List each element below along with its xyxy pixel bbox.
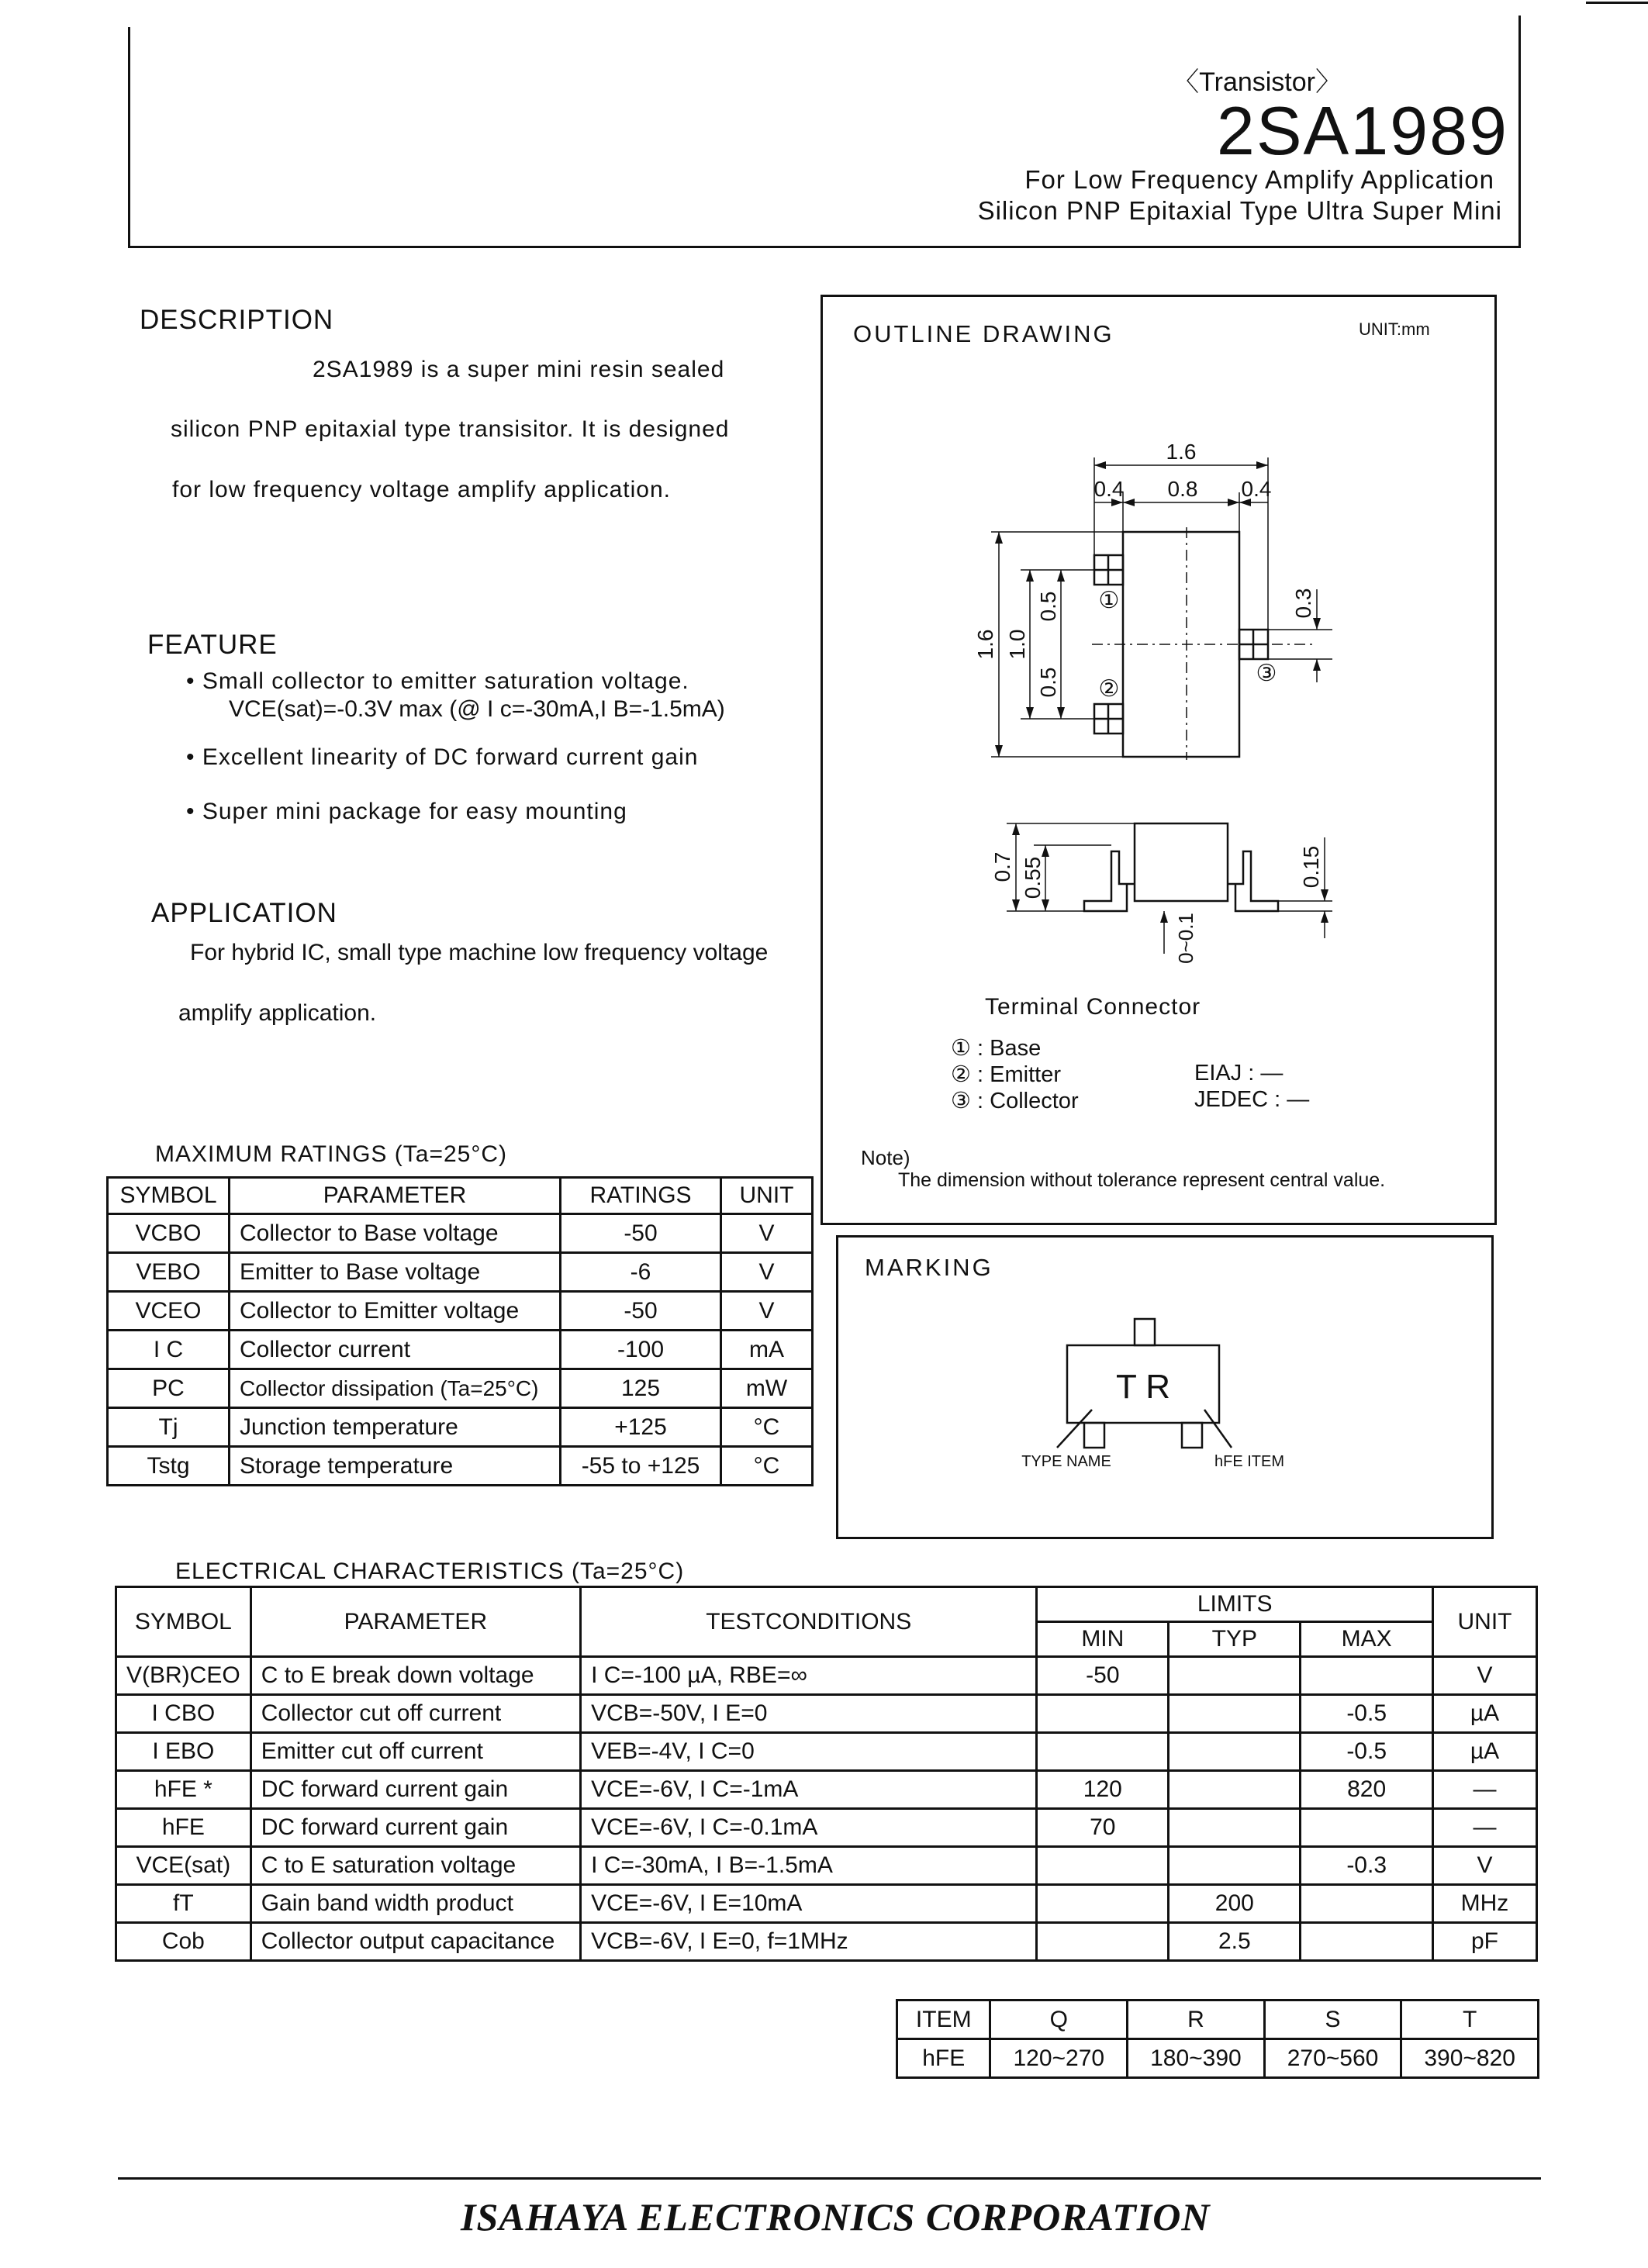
parameter-cell: Gain band width product bbox=[250, 1885, 580, 1923]
header-frame-right bbox=[1518, 16, 1521, 248]
rating-cell: -6 bbox=[561, 1253, 721, 1292]
min-cell: 120 bbox=[1037, 1771, 1169, 1809]
outline-drawing bbox=[821, 295, 1497, 1225]
symbol-cell: I CBO bbox=[116, 1695, 251, 1733]
rating-cell: -50 bbox=[561, 1292, 721, 1331]
unit-cell: — bbox=[1432, 1809, 1536, 1847]
subtitle-type: Silicon PNP Epitaxial Type Ultra Super Mini bbox=[977, 196, 1502, 225]
parameter-cell: Collector cut off current bbox=[250, 1695, 580, 1733]
dim-height-pins: 1.0 bbox=[1005, 629, 1029, 660]
symbol-cell: VCBO bbox=[108, 1214, 230, 1253]
unit-cell: µA bbox=[1432, 1695, 1536, 1733]
rank-header: R bbox=[1128, 2000, 1265, 2039]
typ-cell bbox=[1169, 1771, 1301, 1809]
typ-cell bbox=[1169, 1847, 1301, 1885]
description-line-1: 2SA1989 is a super mini resin sealed bbox=[313, 357, 725, 382]
symbol-cell: VCEO bbox=[108, 1292, 230, 1331]
col-unit: UNIT bbox=[721, 1178, 813, 1214]
min-cell: 70 bbox=[1037, 1809, 1169, 1847]
hfe-rank-table bbox=[896, 1999, 1539, 2079]
unit-cell: V bbox=[721, 1214, 813, 1253]
parameter-cell: Emitter cut off current bbox=[250, 1733, 580, 1771]
max-ratings-title: MAXIMUM RATINGS (Ta=25°C) bbox=[155, 1141, 507, 1167]
dim-width-total: 1.6 bbox=[1166, 440, 1197, 464]
marking-pin-right bbox=[1182, 1423, 1202, 1448]
symbol-cell: VEBO bbox=[108, 1253, 230, 1292]
max-cell: 820 bbox=[1301, 1771, 1433, 1809]
condition-cell: I C=-100 µA, RBE=∞ bbox=[581, 1657, 1037, 1695]
symbol-cell: hFE * bbox=[116, 1771, 251, 1809]
left-lead bbox=[1084, 851, 1135, 911]
dim-pin3-width: 0.3 bbox=[1291, 588, 1315, 619]
parameter-cell: Collector output capacitance bbox=[250, 1923, 580, 1961]
max-cell: -0.5 bbox=[1301, 1733, 1433, 1771]
parameter-cell: Collector dissipation (Ta=25°C) bbox=[230, 1369, 561, 1408]
note-title: Note) bbox=[861, 1146, 910, 1169]
unit-cell: mW bbox=[721, 1369, 813, 1408]
terminal-base: ① : Base bbox=[951, 1036, 1042, 1061]
table-row bbox=[116, 1809, 1537, 1847]
col-max: MAX bbox=[1301, 1622, 1433, 1657]
dim-side-body: 0.55 bbox=[1021, 856, 1045, 899]
unit-cell: V bbox=[1432, 1847, 1536, 1885]
table-row bbox=[108, 1369, 813, 1408]
rank-cell: 390~820 bbox=[1401, 2039, 1539, 2078]
min-cell bbox=[1037, 1695, 1169, 1733]
col-unit: UNIT bbox=[1432, 1587, 1536, 1657]
dim-body-width: 0.8 bbox=[1167, 477, 1198, 501]
rating-cell: -55 to +125 bbox=[561, 1447, 721, 1486]
condition-cell: VCE=-6V, I C=-1mA bbox=[581, 1771, 1037, 1809]
max-cell: -0.5 bbox=[1301, 1695, 1433, 1733]
min-cell bbox=[1037, 1733, 1169, 1771]
table-row bbox=[108, 1447, 813, 1486]
header-frame-bottom bbox=[128, 246, 1521, 248]
right-lead bbox=[1228, 851, 1278, 911]
pin-label-2: ② bbox=[1098, 676, 1120, 702]
feature-item-3: • Super mini package for easy mounting bbox=[186, 799, 627, 824]
dim-half-lower: 0.5 bbox=[1036, 667, 1060, 698]
footer-rule bbox=[118, 2177, 1541, 2180]
parameter-cell: Junction temperature bbox=[230, 1408, 561, 1447]
feature-item-1-spec: VCE(sat)=-0.3V max (@ I c=-30mA,I B=-1.5mA) bbox=[229, 696, 725, 722]
symbol-cell: I C bbox=[108, 1331, 230, 1369]
dim-height-total: 1.6 bbox=[973, 629, 997, 660]
table-row bbox=[108, 1214, 813, 1253]
max-ratings-table bbox=[106, 1176, 814, 1486]
marking-pin-left bbox=[1084, 1423, 1104, 1448]
parameter-cell: Storage temperature bbox=[230, 1447, 561, 1486]
rank-header: ITEM bbox=[897, 2000, 990, 2039]
symbol-cell: hFE bbox=[116, 1809, 251, 1847]
table-row bbox=[116, 1695, 1537, 1733]
max-cell bbox=[1301, 1809, 1433, 1847]
terminal-collector: ③ : Collector bbox=[951, 1089, 1079, 1113]
unit-cell: °C bbox=[721, 1408, 813, 1447]
max-cell bbox=[1301, 1657, 1433, 1695]
table-row bbox=[108, 1331, 813, 1369]
corner-mark bbox=[1586, 2, 1648, 4]
part-number: 2SA1989 bbox=[1216, 92, 1508, 169]
parameter-cell: C to E saturation voltage bbox=[250, 1847, 580, 1885]
parameter-cell: Emitter to Base voltage bbox=[230, 1253, 561, 1292]
unit-cell: MHz bbox=[1432, 1885, 1536, 1923]
description-line-3: for low frequency voltage amplify application. bbox=[172, 477, 671, 502]
rating-cell: -100 bbox=[561, 1331, 721, 1369]
unit-cell: V bbox=[1432, 1657, 1536, 1695]
symbol-cell: PC bbox=[108, 1369, 230, 1408]
parameter-cell: DC forward current gain bbox=[250, 1771, 580, 1809]
application-line-2: amplify application. bbox=[178, 1000, 377, 1026]
rank-cell: hFE bbox=[897, 2039, 990, 2078]
symbol-cell: Cob bbox=[116, 1923, 251, 1961]
col-ratings: RATINGS bbox=[561, 1178, 721, 1214]
feature-item-2: • Excellent linearity of DC forward current gain bbox=[186, 744, 699, 770]
subtitle-application: For Low Frequency Amplify Application bbox=[1024, 165, 1494, 194]
table-row bbox=[116, 1733, 1537, 1771]
condition-cell: VCE=-6V, I E=10mA bbox=[581, 1885, 1037, 1923]
application-heading: APPLICATION bbox=[151, 898, 337, 928]
dim-half-upper: 0.5 bbox=[1036, 591, 1060, 622]
application-line-1: For hybrid IC, small type machine low frequency voltage bbox=[190, 940, 769, 965]
typ-cell bbox=[1169, 1695, 1301, 1733]
condition-cell: VCB=-6V, I E=0, f=1MHz bbox=[581, 1923, 1037, 1961]
typ-cell: 200 bbox=[1169, 1885, 1301, 1923]
company-name: ISAHAYA ELECTRONICS CORPORATION bbox=[461, 2195, 1211, 2239]
outline-unit: UNIT:mm bbox=[1359, 319, 1430, 339]
dim-pin-left: 0.4 bbox=[1093, 477, 1125, 501]
symbol-cell: Tj bbox=[108, 1408, 230, 1447]
typ-cell bbox=[1169, 1657, 1301, 1695]
marking-pin-top bbox=[1135, 1319, 1155, 1345]
symbol-cell: fT bbox=[116, 1885, 251, 1923]
parameter-cell: Collector to Base voltage bbox=[230, 1214, 561, 1253]
rating-cell: -50 bbox=[561, 1214, 721, 1253]
unit-cell: V bbox=[721, 1253, 813, 1292]
unit-cell: mA bbox=[721, 1331, 813, 1369]
header-frame-left bbox=[128, 27, 130, 248]
parameter-cell: DC forward current gain bbox=[250, 1809, 580, 1847]
col-testconditions: TESTCONDITIONS bbox=[581, 1587, 1037, 1657]
table-row bbox=[116, 1657, 1537, 1695]
col-min: MIN bbox=[1037, 1622, 1169, 1657]
terminal-title: Terminal Connector bbox=[985, 994, 1201, 1020]
col-symbol: SYMBOL bbox=[108, 1178, 230, 1214]
unit-cell: pF bbox=[1432, 1923, 1536, 1961]
table-row bbox=[116, 1885, 1537, 1923]
col-typ: TYP bbox=[1169, 1622, 1301, 1657]
max-cell bbox=[1301, 1923, 1433, 1961]
rank-cell: 120~270 bbox=[990, 2039, 1128, 2078]
table-row bbox=[108, 1292, 813, 1331]
condition-cell: I C=-30mA, I B=-1.5mA bbox=[581, 1847, 1037, 1885]
max-cell: -0.3 bbox=[1301, 1847, 1433, 1885]
outline-title: OUTLINE DRAWING bbox=[853, 320, 1114, 347]
description-line-2: silicon PNP epitaxial type transisitor. It is designed bbox=[171, 416, 730, 442]
table-row bbox=[108, 1408, 813, 1447]
typ-cell: 2.5 bbox=[1169, 1923, 1301, 1961]
category-label: 〈Transistor〉 bbox=[1173, 67, 1342, 97]
symbol-cell: V(BR)CEO bbox=[116, 1657, 251, 1695]
marking-title: MARKING bbox=[865, 1254, 993, 1281]
rank-header: T bbox=[1401, 2000, 1539, 2039]
table-row bbox=[116, 1847, 1537, 1885]
condition-cell: VCE=-6V, I C=-0.1mA bbox=[581, 1809, 1037, 1847]
dim-standoff: 0~0.1 bbox=[1174, 913, 1197, 964]
col-symbol: SYMBOL bbox=[116, 1587, 251, 1657]
min-cell: -50 bbox=[1037, 1657, 1169, 1695]
type-name-label: TYPE NAME bbox=[1021, 1453, 1111, 1470]
typ-cell bbox=[1169, 1733, 1301, 1771]
terminal-emitter: ② : Emitter bbox=[951, 1062, 1062, 1087]
min-cell bbox=[1037, 1847, 1169, 1885]
eiaj-label: EIAJ : — bbox=[1194, 1061, 1284, 1086]
unit-cell: V bbox=[721, 1292, 813, 1331]
table-row bbox=[116, 1923, 1537, 1961]
package-body-side-view bbox=[1135, 823, 1228, 901]
symbol-cell: I EBO bbox=[116, 1733, 251, 1771]
pin-label-3: ③ bbox=[1256, 661, 1277, 686]
parameter-cell: C to E break down voltage bbox=[250, 1657, 580, 1695]
col-parameter: PARAMETER bbox=[250, 1587, 580, 1657]
col-parameter: PARAMETER bbox=[230, 1178, 561, 1214]
marking-drawing bbox=[836, 1235, 1494, 1539]
rank-cell: 180~390 bbox=[1128, 2039, 1265, 2078]
table-row bbox=[108, 1253, 813, 1292]
dim-pin-right: 0.4 bbox=[1241, 477, 1272, 501]
dim-side-height: 0.7 bbox=[990, 851, 1014, 882]
parameter-cell: Collector current bbox=[230, 1331, 561, 1369]
marking-code: T R bbox=[1115, 1368, 1171, 1406]
symbol-cell: Tstg bbox=[108, 1447, 230, 1486]
rank-header: Q bbox=[990, 2000, 1128, 2039]
min-cell bbox=[1037, 1923, 1169, 1961]
note-text: The dimension without tolerance represent central value. bbox=[898, 1169, 1386, 1191]
rank-header: S bbox=[1264, 2000, 1401, 2039]
max-cell bbox=[1301, 1885, 1433, 1923]
min-cell bbox=[1037, 1885, 1169, 1923]
feature-heading: FEATURE bbox=[147, 630, 278, 660]
description-heading: DESCRIPTION bbox=[140, 305, 334, 335]
parameter-cell: Collector to Emitter voltage bbox=[230, 1292, 561, 1331]
table-row bbox=[116, 1771, 1537, 1809]
symbol-cell: VCE(sat) bbox=[116, 1847, 251, 1885]
rating-cell: +125 bbox=[561, 1408, 721, 1447]
unit-cell: °C bbox=[721, 1447, 813, 1486]
unit-cell: µA bbox=[1432, 1733, 1536, 1771]
rating-cell: 125 bbox=[561, 1369, 721, 1408]
pin-label-1: ① bbox=[1098, 588, 1120, 613]
dim-lead-thickness: 0.15 bbox=[1299, 845, 1323, 889]
unit-cell: — bbox=[1432, 1771, 1536, 1809]
hfe-item-label: hFE ITEM bbox=[1214, 1453, 1285, 1470]
condition-cell: VCB=-50V, I E=0 bbox=[581, 1695, 1037, 1733]
condition-cell: VEB=-4V, I C=0 bbox=[581, 1733, 1037, 1771]
electrical-title: ELECTRICAL CHARACTERISTICS (Ta=25°C) bbox=[175, 1559, 685, 1584]
electrical-table bbox=[115, 1586, 1538, 1962]
jedec-label: JEDEC : — bbox=[1194, 1087, 1310, 1112]
col-limits: LIMITS bbox=[1037, 1587, 1433, 1622]
typ-cell bbox=[1169, 1809, 1301, 1847]
rank-cell: 270~560 bbox=[1264, 2039, 1401, 2078]
feature-item-1: • Small collector to emitter saturation voltage. bbox=[186, 668, 689, 694]
table-row bbox=[897, 2039, 1539, 2078]
